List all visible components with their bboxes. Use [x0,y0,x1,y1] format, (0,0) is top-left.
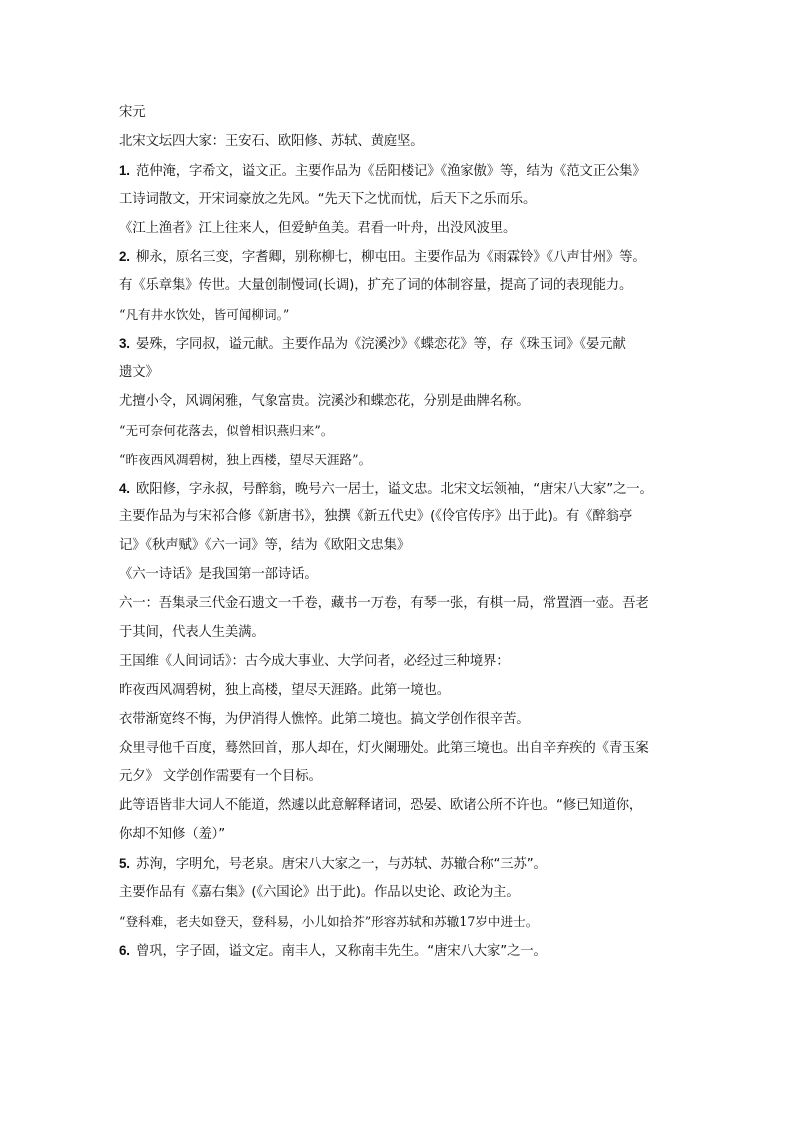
text-line [119,535,699,564]
text-line [119,506,699,535]
text-line [119,651,699,680]
text-line [119,391,699,420]
line-text: 宋元 [119,105,146,120]
line-text: 此等语皆非大词人不能道，然遽以此意解释诸词，恐晏、欧诸公所不许也。“修已知道你， [119,798,643,814]
line-text: 元夕》 文学创作需要有一个目标。 [119,769,322,785]
text-line [119,246,699,275]
line-text: 众里寻他千百度，蓦然回首，那人却在，灯火阑珊处。此第三境也。出自辛弃疾的《青玉案 [119,740,649,756]
line-text: “登科难，老夫如登天，登科易，小儿如拾芥”形容苏轼和苏辙17岁中进士。 [119,913,539,929]
line-text: 工诗词散文，开宋词豪放之先风。“先天下之忧而忧，后天下之乐而乐。 [119,191,537,207]
text-line [119,304,699,333]
text-line [119,940,699,969]
line-text: 《六一诗话》是我国第一部诗话。 [119,567,318,583]
item-number: 3. [119,336,130,352]
text-line [119,218,699,247]
text-line [119,362,699,391]
line-text: 范仲淹，字希文，谥文正。主要作品为《岳阳楼记》《渔家傲》等，结为《范文正公集》 [135,163,646,179]
line-text: 晏殊，字同叔，谥元献。主要作品为《浣溪沙》《蝶恋花》等，存《珠玉词》《晏元献 [135,337,626,353]
text-line [119,680,699,709]
text-line [119,564,699,593]
text-line [119,449,699,478]
text-line [119,593,699,622]
text-line [119,275,699,304]
line-text: 你却不知修（羞）” [119,827,226,843]
text-line [119,131,699,160]
text-line [119,824,699,853]
line-text: 尤擅小令，风调闲雅，气象富贵。浣溪沙和蝶恋花，分别是曲牌名称。 [119,393,530,409]
text-line [119,911,699,940]
line-text: 于其间，代表人生美满。 [119,625,265,641]
text-line [119,795,699,824]
text-line [119,882,699,911]
text-line [119,738,699,767]
line-text: 衣带渐宽终不悔，为伊消得人憔悴。此第二境也。搞文学创作很辛苦。 [119,711,530,727]
line-text: 北宋文坛四大家：王安石、欧阳修、苏轼、黄庭坚。 [119,133,424,149]
line-text: 曾巩，字子固，谥文定。南丰人，又称南丰先生。“唐宋八大家”之一。 [135,943,547,959]
line-text: 王国维《人间词话》：古今成大事业、大学问者，必经过三种境界： [119,653,510,669]
text-line [119,102,699,131]
text-line [119,420,699,449]
item-number: 4. [119,480,130,496]
line-text: 主要作品有《嘉右集》(《六国论》出于此)。作品以史论、政论为主。 [119,885,520,901]
text-line [119,189,699,218]
item-number: 1. [119,162,130,178]
line-text: 柳永，原名三变，字耆卿，别称柳七，柳屯田。主要作品为《雨霖铃》《八声甘州》等。 [135,250,646,266]
line-text: “无可奈何花落去，似曾相识燕归来”。 [119,422,334,438]
line-text: 欧阳修，字永叔，号醉翁，晚号六一居士，谥文忠。北宋文坛领袖，“唐宋八大家”之一。 [135,481,653,497]
line-text: 有《乐章集》传世。大量创制慢词(长调)，扩充了词的体制容量，提高了词的表现能力。 [119,278,633,294]
text-line [119,622,699,651]
line-text: 主要作品为与宋祁合修《新唐书》，独撰《新五代史》(《伶官传序》出于此)。有《醉翁亭 [119,509,633,525]
line-text: 遗文》 [119,365,159,381]
item-number: 5. [119,856,130,872]
line-text: 昨夜西风凋碧树，独上高楼，望尽天涯路。此第一境也。 [119,682,451,698]
item-number: 6. [119,942,130,958]
line-text: 苏洵，字明允，号老泉。唐宋八大家之一，与苏轼、苏辙合称“三苏”。 [135,857,547,873]
line-text: 六一：吾集录三代金石遗文一千卷，藏书一万卷，有琴一张，有棋一局，常置酒一壶。吾老 [119,596,649,612]
item-number: 2. [119,249,130,265]
line-text: “昨夜西风凋碧树，独上西楼，望尽天涯路”。 [119,451,372,467]
line-text: 记》《秋声赋》《六一词》等，结为《欧阳文忠集》 [119,538,411,554]
text-line [119,709,699,738]
text-line [119,333,699,362]
text-line [119,160,699,189]
text-line [119,766,699,795]
document-body [119,102,699,969]
line-text: “凡有井水饮处，皆可闻柳词。” [119,307,290,323]
line-text: 《江上渔者》江上往来人，但爱鲈鱼美。君看一叶舟，出没风波里。 [119,220,517,236]
text-line [119,478,699,507]
text-line [119,853,699,882]
